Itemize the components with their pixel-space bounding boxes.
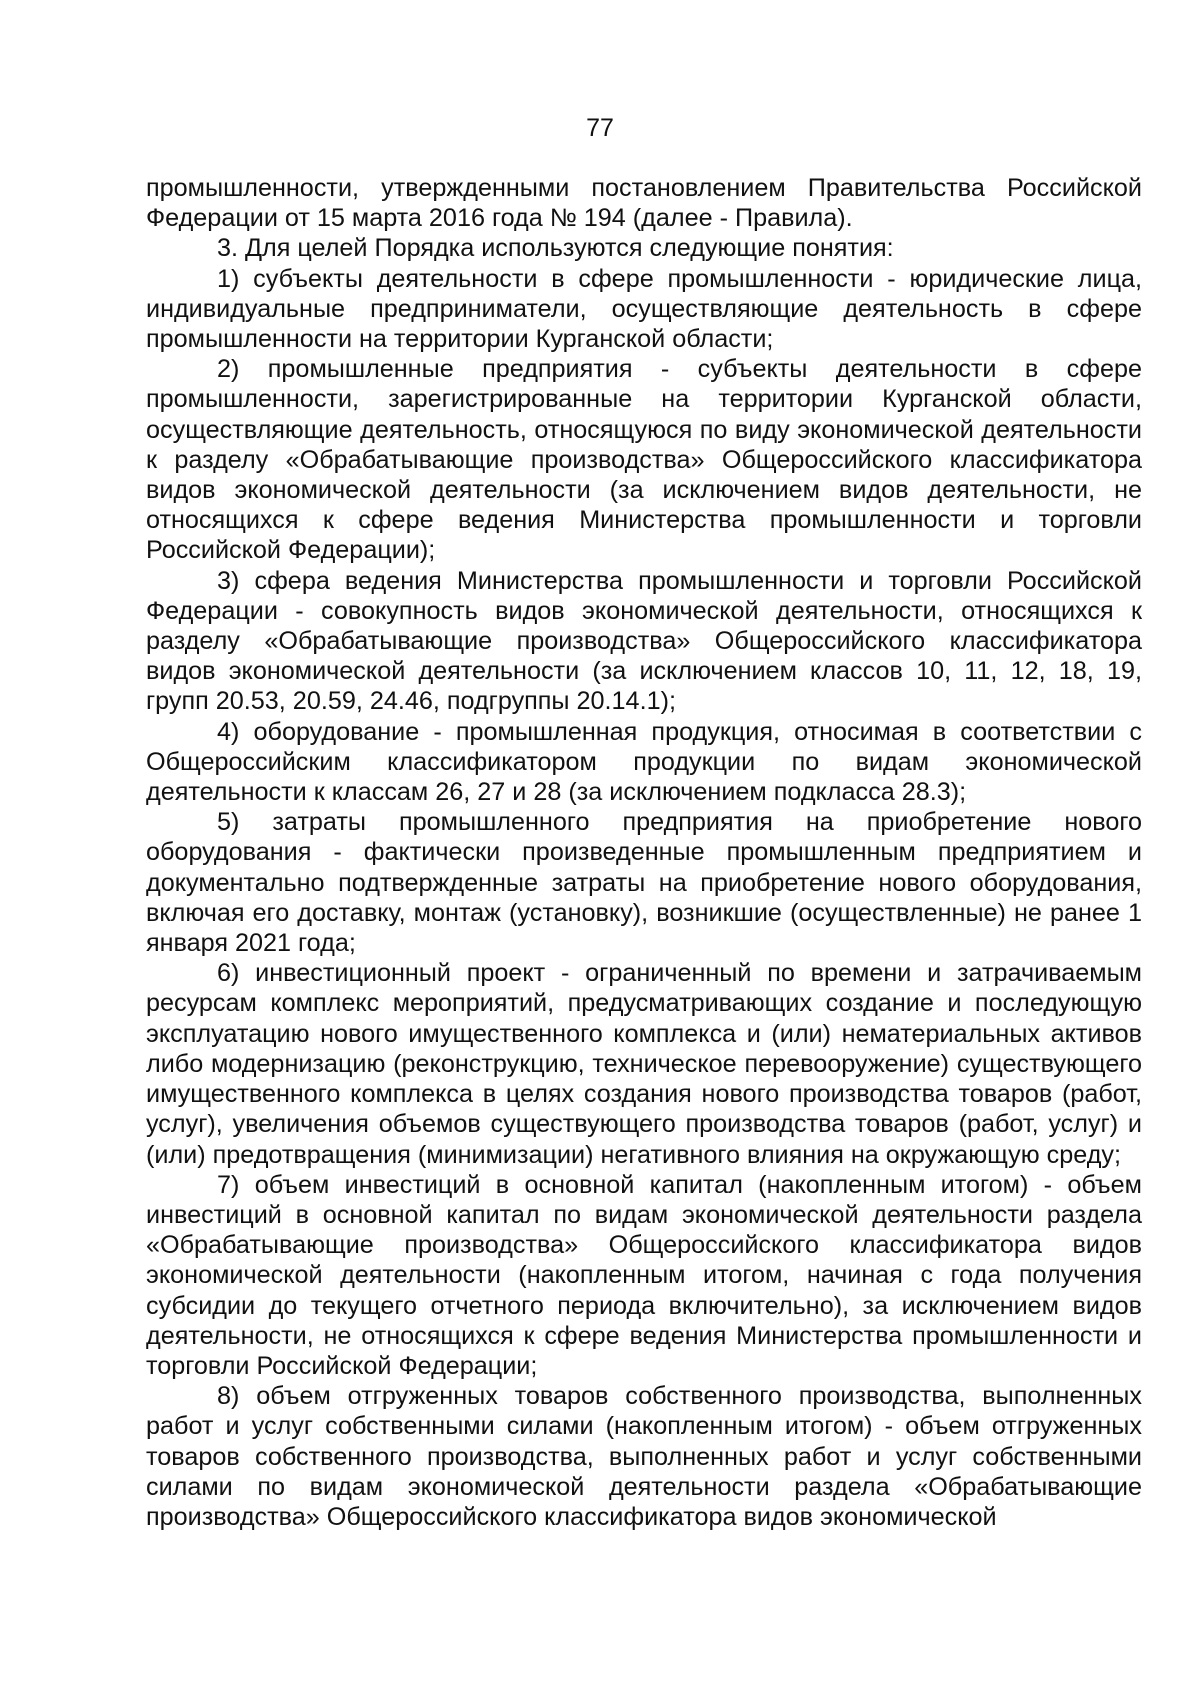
paragraph-definition-5: 5) затраты промышленного предприятия на приобретение нового оборудования - фактически произведенные промышленным предприятием и документально подтвержденные затраты на приобретение нового оборудования, включая его доставку, монтаж (установку), возникшие (осуществленные) не ранее 1 января 2021 года; [146,808,1142,958]
paragraph-definition-1: 1) субъекты деятельности в сфере промышленности - юридические лица, индивидуальные предприниматели, осуществляющие деятельность в сфере промышленности на территории Курганской области; [146,264,1142,354]
paragraph-continuation: промышленности, утвержденными постановлением Правительства Российской Федерации от 15 марта 2016 года № 194 (далее - Правила). [146,174,1142,233]
paragraph-definition-7: 7) объем инвестиций в основной капитал (накопленным итогом) - объем инвестиций в основной капитал по видам экономической деятельности раздела «Обрабатывающие производства» Общероссийского классификатора видов экономической деятельности (накопленным итогом, начиная с года получения субсидии до текущего отчетного периода включительно), за исключением видов деятельности, не относящихся к сфере ведения Министерства промышленности и торговли Российской Федерации; [146,1170,1142,1380]
paragraph-definition-3: 3) сфера ведения Министерства промышленности и торговли Российской Федерации - совокупность видов экономической деятельности, относящихся к разделу «Обрабатывающие производства» Общероссийского классификатора видов экономической деятельности (за исключением классов 10, 11, 12, 18, 19, групп 20.53, 20.59, 24.46, подгруппы 20.14.1); [146,566,1142,716]
paragraph-definition-8: 8) объем отгруженных товаров собственного производства, выполненных работ и услуг собственными силами (накопленным итогом) - объем отгруженных товаров собственного производства, выполненных работ и услуг собственными силами по видам экономической деятельности раздела «Обрабатывающие производства» Общероссийского классификатора видов экономической [146,1382,1142,1531]
document-body [146,173,1142,1532]
paragraph-definition-4: 4) оборудование - промышленная продукция, относимая в соответствии с Общероссийским классификатором продукции по видам экономической деятельности к классам 26, 27 и 28 (за исключением подкласса 28.3); [146,717,1142,807]
paragraph-item-3: 3. Для целей Порядка используются следующие понятия: [217,234,894,263]
page-number: 77 [586,114,614,142]
paragraph-definition-2: 2) промышленные предприятия - субъекты деятельности в сфере промышленности, зарегистрированные на территории Курганской области, осуществляющие деятельность, относящуюся по виду экономической деятельности к разделу «Обрабатывающие производства» Общероссийского классификатора видов экономической деятельности (за исключением видов деятельности, не относящихся к сфере ведения Министерства промышленности и торговли Российской Федерации); [146,355,1142,565]
paragraph-definition-6: 6) инвестиционный проект - ограниченный по времени и затрачиваемым ресурсам комплекс мероприятий, предусматривающих создание и последующую эксплуатацию нового имущественного комплекса и (или) нематериальных активов либо модернизацию (реконструкцию, техническое перевооружение) существующего имущественного комплекса в целях создания нового производства товаров (работ, услуг), увеличения объемов существующего производства товаров (работ, услуг) и (или) предотвращения (минимизации) негативного влияния на окружающую среду; [146,959,1142,1169]
